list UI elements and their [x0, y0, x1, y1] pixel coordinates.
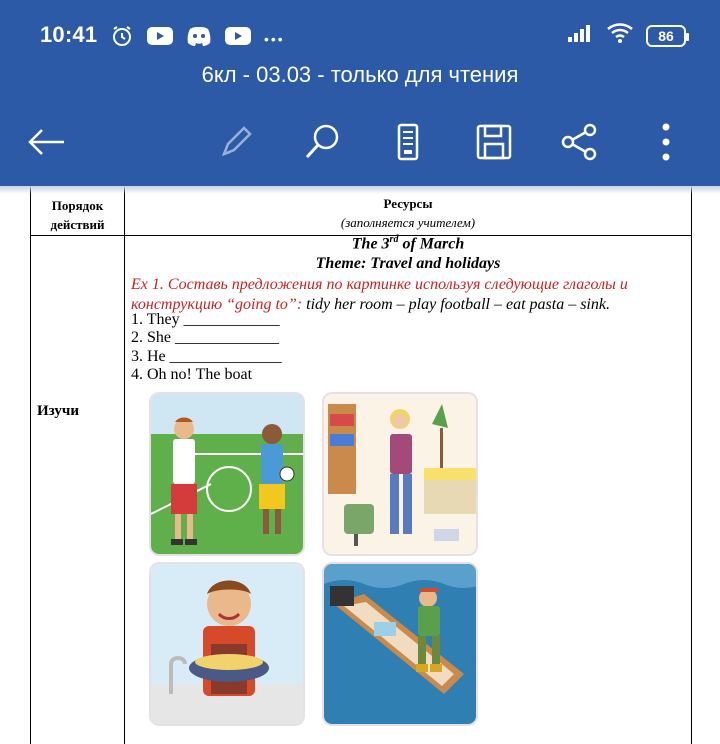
youtube-icon-2 — [224, 26, 252, 51]
exercise-line: 4. Oh no! The boat — [131, 365, 253, 383]
document-page[interactable] — [0, 186, 720, 744]
save-button[interactable] — [470, 118, 518, 166]
picture-sinking-boat — [324, 564, 476, 724]
header-order-of-actions: Порядок действий — [50, 198, 105, 232]
system-icons — [566, 22, 686, 49]
more-options-button[interactable] — [642, 118, 690, 166]
youtube-icon — [146, 26, 174, 51]
exercise-instructions — [131, 275, 681, 315]
status-bar — [0, 0, 720, 70]
status-time: 10:41 — [40, 22, 98, 47]
wifi-icon — [606, 22, 634, 49]
lesson-table — [30, 186, 692, 744]
more-vertical-icon — [656, 122, 676, 162]
back-button[interactable] — [22, 118, 70, 166]
signal-icon — [566, 23, 594, 48]
header-resources-note: (заполняется учителем) — [340, 215, 476, 230]
discord-icon — [186, 25, 212, 52]
exercise-line: 2. She _____________ — [131, 329, 279, 347]
header-resources: Ресурсы — [383, 196, 433, 211]
search-icon — [302, 122, 342, 162]
read-mode-icon — [388, 122, 428, 162]
read-mode-button[interactable] — [384, 118, 432, 166]
picture-football — [151, 394, 303, 554]
toolbar — [0, 110, 720, 172]
back-arrow-icon — [26, 126, 66, 158]
lesson-date: The 3rd of March — [351, 234, 465, 253]
share-button[interactable] — [556, 118, 604, 166]
exercise-text-red: Ex 1. Составь предложения по картинке используя следующие глаголы и конструкцию “going to”: — [131, 276, 628, 313]
toolbar-shadow — [0, 186, 720, 194]
row-label-study: Изучи — [37, 403, 79, 419]
table-column-divider — [124, 186, 125, 744]
save-icon — [474, 122, 514, 162]
picture-eat-pasta — [151, 564, 303, 724]
exercise-line: 3. He ______________ — [131, 347, 282, 365]
notification-icons — [110, 24, 285, 53]
app-bar — [0, 0, 720, 186]
edit-button[interactable] — [212, 118, 260, 166]
alarm-icon — [110, 24, 134, 53]
document-title: 6кл - 03.03 - только для чтения — [201, 62, 519, 87]
exercise-text-black: tidy her room – play football – eat pasta – sink. — [302, 296, 610, 313]
lesson-theme: Theme: Travel and holidays — [315, 255, 501, 272]
exercise-lines — [131, 311, 282, 384]
exercise-line: 1. They ____________ — [131, 311, 280, 328]
battery-indicator: 86 — [646, 25, 686, 47]
search-button[interactable] — [298, 118, 346, 166]
pencil-icon — [216, 122, 256, 162]
picture-tidy-room — [324, 394, 476, 554]
share-icon — [560, 122, 600, 162]
more-notifications-icon: ••• — [264, 30, 285, 47]
